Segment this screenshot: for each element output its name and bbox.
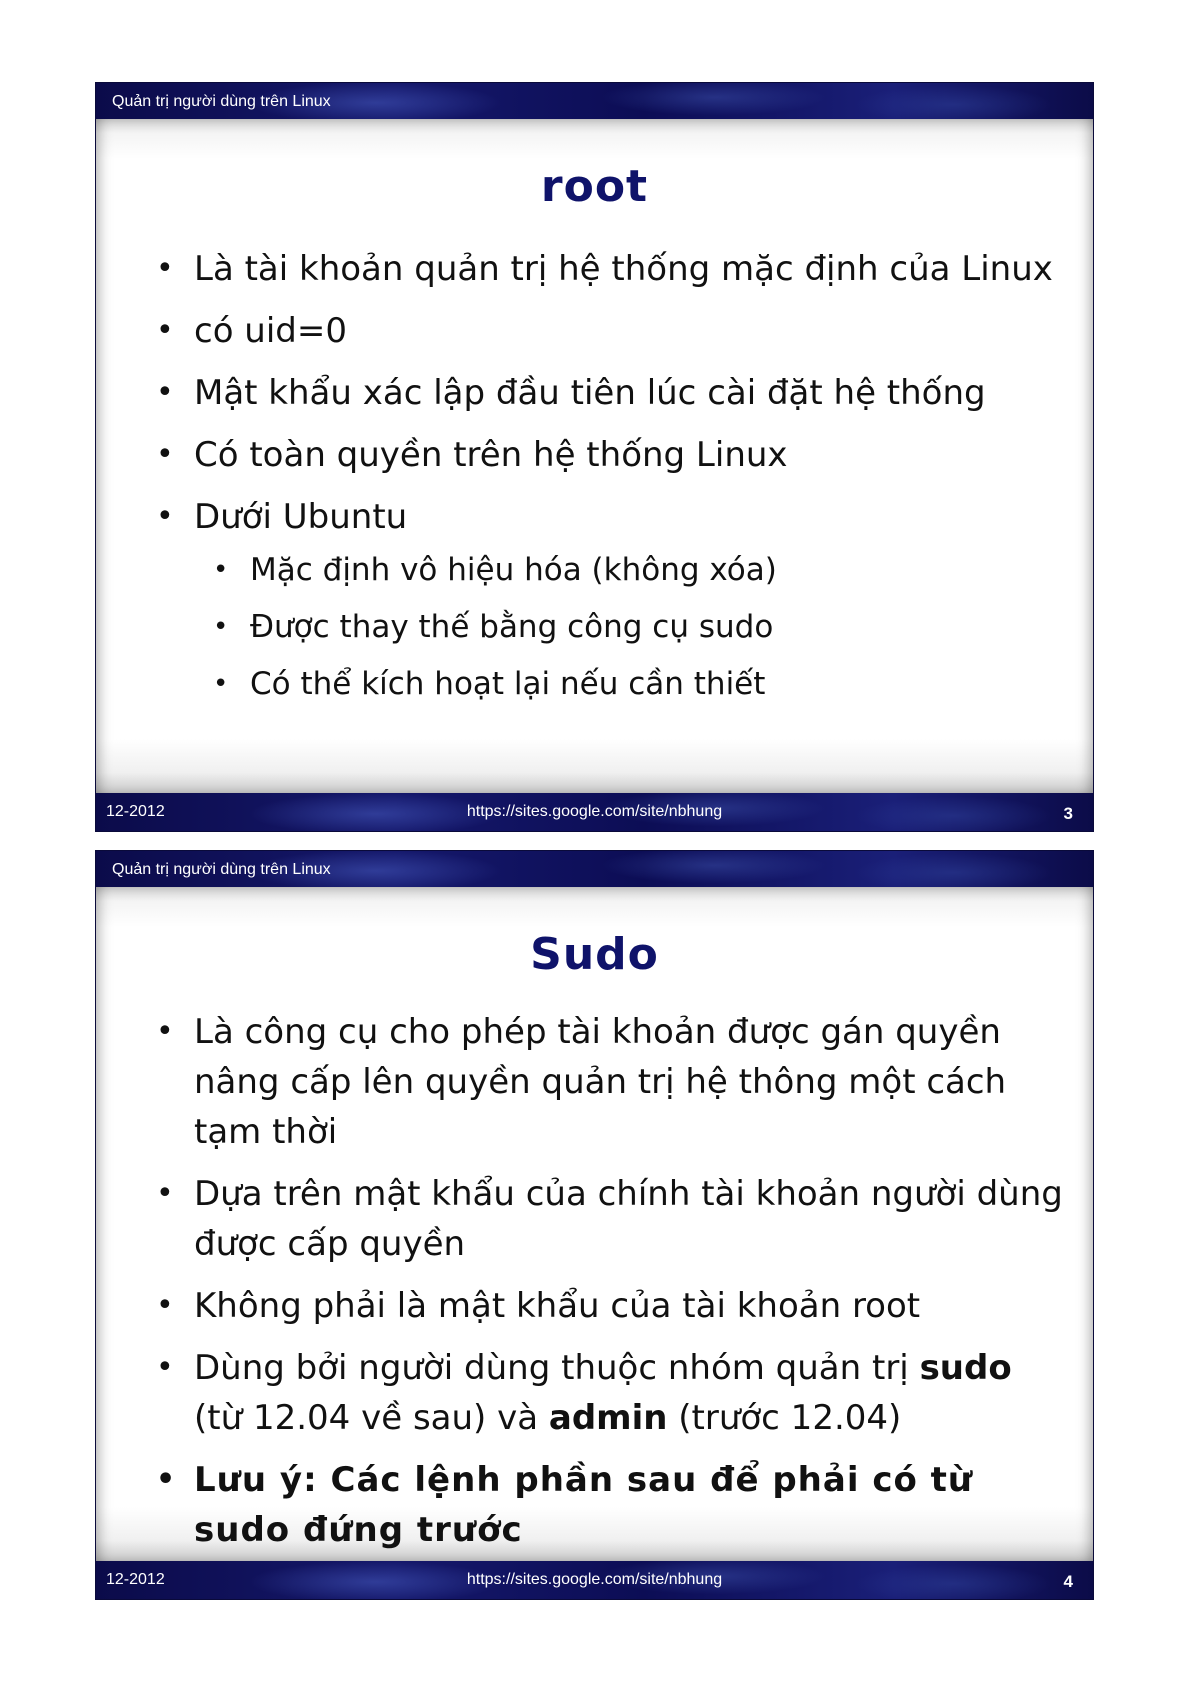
- sub-bullet-item: • Có thể kích hoạt lại nếu cần thiết: [96, 656, 1093, 713]
- bullet-item: • Là tài khoản quản trị hệ thống mặc định của Linux: [96, 244, 1093, 294]
- bullet-item: • Dựa trên mật khẩu của chính tài khoản người dùng được cấp quyền: [96, 1169, 1093, 1269]
- slide-header-bar: [96, 83, 1093, 119]
- bullet-item: • Dưới Ubuntu: [96, 492, 1093, 542]
- footer-date: 12-2012: [106, 1571, 165, 1588]
- bullet-text: (từ 12.04 về sau) và: [194, 1398, 549, 1438]
- bullet-item: • có uid=0: [96, 306, 1093, 356]
- bullet-list: [96, 244, 1093, 713]
- footer-url: https://sites.google.com/site/nbhung: [466, 803, 723, 820]
- bullet-item: • Có toàn quyền trên hệ thống Linux: [96, 430, 1093, 480]
- slide-content: [96, 887, 1093, 1561]
- bullet-item: • Không phải là mật khẩu của tài khoản root: [96, 1281, 1093, 1331]
- sub-bullet-item: • Được thay thế bằng công cụ sudo: [96, 599, 1093, 656]
- group-name-sudo: sudo: [919, 1348, 1012, 1388]
- slide-number: 3: [1063, 804, 1073, 823]
- bullet-list: [96, 1007, 1093, 1555]
- slide-title: Sudo: [530, 929, 659, 980]
- slide-header-text: Quản trị người dùng trên Linux: [112, 861, 331, 878]
- group-name-admin: admin: [548, 1398, 668, 1438]
- slide-header-text: Quản trị người dùng trên Linux: [112, 93, 331, 110]
- bullet-item: • Là công cụ cho phép tài khoản được gán quyền nâng cấp lên quyền quản trị hệ thông một cách tạm thời: [96, 1007, 1093, 1157]
- slide-number: 4: [1063, 1572, 1073, 1591]
- footer-date: 12-2012: [106, 803, 165, 820]
- slide-header-bar: [96, 851, 1093, 887]
- slide-3: [95, 82, 1094, 832]
- bullet-item: • Mật khẩu xác lập đầu tiên lúc cài đặt hệ thống: [96, 368, 1093, 418]
- bullet-text: (trước 12.04): [667, 1398, 902, 1438]
- slide-4: [95, 850, 1094, 1600]
- slide-footer-bar: [96, 1561, 1093, 1599]
- note-bullet: • Lưu ý: Các lệnh phần sau để phải có từ sudo đứng trước: [96, 1455, 1093, 1555]
- footer-url: https://sites.google.com/site/nbhung: [466, 1571, 723, 1588]
- slide-title: root: [540, 161, 649, 212]
- slide-footer-bar: [96, 793, 1093, 831]
- slide-content: [96, 119, 1093, 793]
- bullet-item: [96, 1343, 1093, 1443]
- sub-bullet-item: • Mặc định vô hiệu hóa (không xóa): [96, 542, 1093, 599]
- bullet-text: Dùng bởi người dùng thuộc nhóm quản trị: [194, 1348, 920, 1388]
